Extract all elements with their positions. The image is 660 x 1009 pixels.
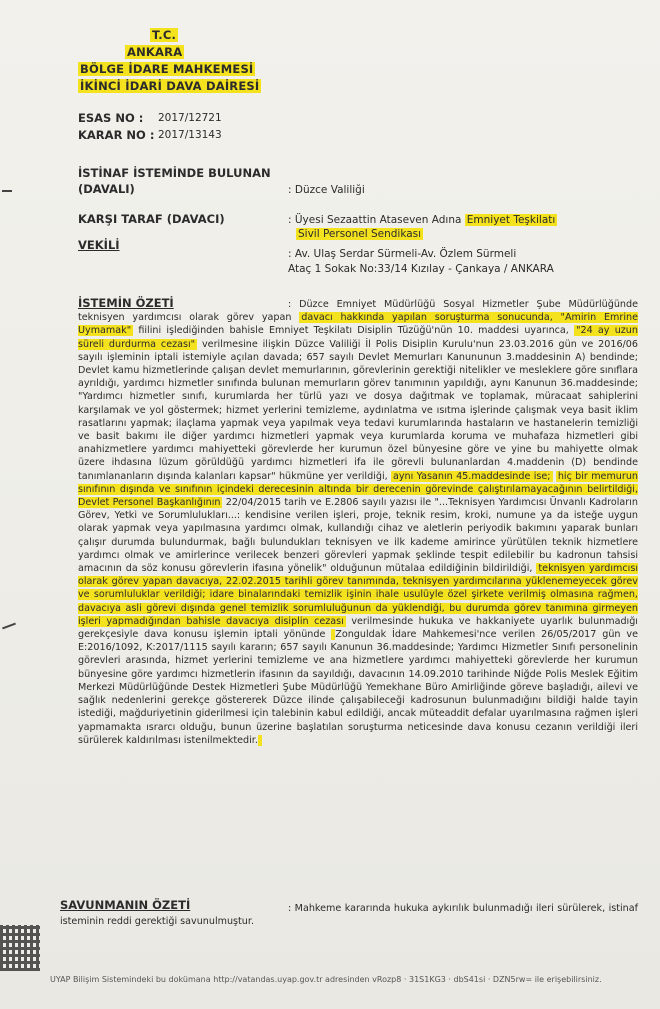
header-chamber: İKİNCİ İDARİ DAVA DAİRESİ — [80, 79, 260, 93]
respondent-value-line2: Sivil Personel Sendikası — [298, 228, 422, 240]
defense-summary-body — [60, 902, 638, 928]
karar-value: 2017/13143 — [158, 129, 222, 141]
defense-summary-label: SAVUNMANIN ÖZETİ — [60, 898, 191, 912]
attorney-address: Ataç 1 Sokak No:33/14 Kızılay - Çankaya / ANKARA — [288, 263, 554, 275]
summary-paragraph: : Düzce Emniyet Müdürlüğü Sosyal Hizmetler Şube Müdürlüğünde teknisyen yardımcısı olarak görev yapan davacı hakkında yapılan soruşturma sonucunda, "Amirin Emrine Uymamak" fiilini işlediğinden bahisle Emniyet Teşkilatı Disiplin Tüzüğü'nün 10. maddesi uyarınca, "24 ay uzun süreli durdurma cezası" verilmesine ilişkin Düzce Valiliği İl Polis Disiplin Kurulu'nun 23.03.2016 gün ve 2016/06 sayılı işleminin iptali istemiyle açılan davada; 657 sayılı Devlet Memurları Kanununun 3.maddesinin A) bendinde; Devlet kamu hizmetlerinde çalışan devlet memurlarının, görevlerinin gerektiği nitelikler ve mesleklere göre sınıflara ayrıldığı, yardımcı hizmetler sınıfında bulunan memurların görev tanımının yapıldığı, aynı Kanunun 36.maddesinde; "Yardımcı hizmetler sınıfı, kurumlarda her türlü yazı ve dosya dağıtmak ve toplamak, müracaat sahiplerini karşılamak ve yol göstermek; hizmet yerlerini temizleme, aydınlatma ve ısıtma işlerinde çalışmak veya basit iklim rasatlarını yapmak; ilaçlama yapmak veya yapılmak veya tedavi kurumlarında hastaların ve hastanelerin temizliği ve basit bakımı ile diğer yardımcı hizmetleri yapmak veya kurumlarda koruma ve muhafaza hizmetleri gibi anahizmetlere yardımcı mahiyetteki görevlerde her kurumun özel bünyesine göre ve yine bu mahiyette olmak üzere ihdasına lüzum görüldüğü yardımcı hizmetleri ifa ile görevli bulunanlardan 4.maddenin (D) bendinde tanımlananların dışında kalanları kapsar" hükmüne yer verildiği, aynı Yasanın 45.maddesinde ise; hiç bir memurun sınıfının dışında ve sınıfının içindeki derecesinin altında bir derecenin görevinde çalıştırılamayacağının belirtildiği, Devlet Personel Başkanlığının 22/04/2015 tarih ve E.2806 sayılı yazısı ile "...Teknisyen Yardımcısı Ünvanlı Kadroların Görev, Yetki ve Sorumlulukları...: kendisine verilen işleri, proje, teknik resim, kroki, numune ya da isteğe uygun olarak yapmak veya yapılmasına yardımcı olmak, kullandığı cihaz ve aletlerin periyodik bakımını yaparak bunları çalışır durumda bulundurmak, bağlı bulundukları teknisyen ve ilk kademe amirince yürütülen teknik hizmetlere yardımcı olmak ve amirlerince verilecek benzeri görevleri yapmak şeklinde tespit edilebilir bu kadronun tahsisi amacının da söz konusu görevlerin ifasına yönelik" olduğunun mütalaa edildiğinin bildirildiği, teknisyen yardımcısı olarak görev yapan davacıya, 22.02.2015 tarihli görev tanımında, teknisyen yardımcılarına yüklenemeyecek görev ve sorumluluklar verildiği; idare binalarındaki temizlik işinin ihale usulüyle özel şirkete verilmiş olmasına rağmen, davacıya asli görevi dışında genel temizlik sorumluluğunun da yüklendiği, bu durumda görev tanımına girmeyen işleri yapmadığından bahisle davacıya disiplin cezası verilmesinde hukuka ve hakkaniyete uyarlık bulunmadığı gerekçesiyle dava konusu işlemin iptali yönünde Zonguldak İdare Mahkemesi'nce verilen 26/05/2017 gün ve E:2016/1092, K:2017/1115 sayılı kararın; 657 sayılı Kanunun 36.maddesinde; Yardımcı Hizmetler Sınıfı personelinin görevleri arasında, hizmet yerlerini temizleme ve ana hizmetlere yardımcı mahiyetteki görevlerde her kurumun bünyesine göre yardımcı hizmetlerin ifasının da sayıldığı, davacının 14.09.2010 tarihinde Niğde Polis Meslek Eğitim Merkezi Müdürlüğünde Destek Hizmetleri Şube Müdürlüğü Yemekhane Büro Amirliğinde göreve başladığı, ailevi ve sağlık nedenlerini gerekçe göstererek Düzce ilinde çalışabileceği kadrosunun bulunmadığını bildiği halde tayin istediği, mağduriyetinin giderilmesi için talebinin kabul edildiği, ancak müteaddit defalar uyarılmasına rağmen işleri yapmamakta ısrarcı olduğu, bunun üzerine başlatılan soruşturma neticesinde dava konusu cezanın verildiği ileri sürülerek kaldırılması istenilmektedir. — [78, 299, 638, 746]
appellant-value: : Düzce Valiliği — [288, 184, 365, 196]
attorney-value: : Av. Ulaş Serdar Sürmeli-Av. Özlem Sürmeli — [288, 248, 517, 260]
margin-mark — [2, 190, 12, 192]
request-summary-body — [78, 298, 638, 747]
attorney-label: VEKİLİ — [78, 238, 120, 252]
appellant-sub-label: (DAVALI) — [78, 182, 135, 196]
header-tc: T.C. — [152, 28, 177, 42]
appellant-label: İSTİNAF İSTEMİNDE BULUNAN — [78, 166, 271, 180]
esas-value: 2017/12721 — [158, 112, 222, 124]
request-summary-label: İSTEMİN ÖZETİ — [78, 296, 174, 310]
qr-code — [0, 925, 40, 971]
defense-paragraph: : Mahkeme kararında hukuka aykırılık bulunmadığı ileri sürülerek, istinaf isteminin reddi gerektiği savunulmuştur. — [60, 903, 638, 928]
margin-mark — [2, 623, 16, 630]
respondent-value: : Üyesi Sezaattin Ataseven Adına Emniyet Teşkilatı — [288, 214, 556, 226]
esas-label: ESAS NO : — [78, 111, 144, 125]
header-city: ANKARA — [127, 45, 183, 59]
karar-label: KARAR NO : — [78, 128, 155, 142]
header-court: BÖLGE İDARE MAHKEMESİ — [80, 62, 254, 76]
respondent-label: KARŞI TARAF (DAVACI) — [78, 212, 225, 226]
footer-text: UYAP Bilişim Sistemindeki bu dokümana http://vatandas.uyap.gov.tr adresinden vRozp8 · 31S1KG3 · dbS41si · DZN5rw= ile erişebilirsiniz. — [50, 975, 602, 984]
